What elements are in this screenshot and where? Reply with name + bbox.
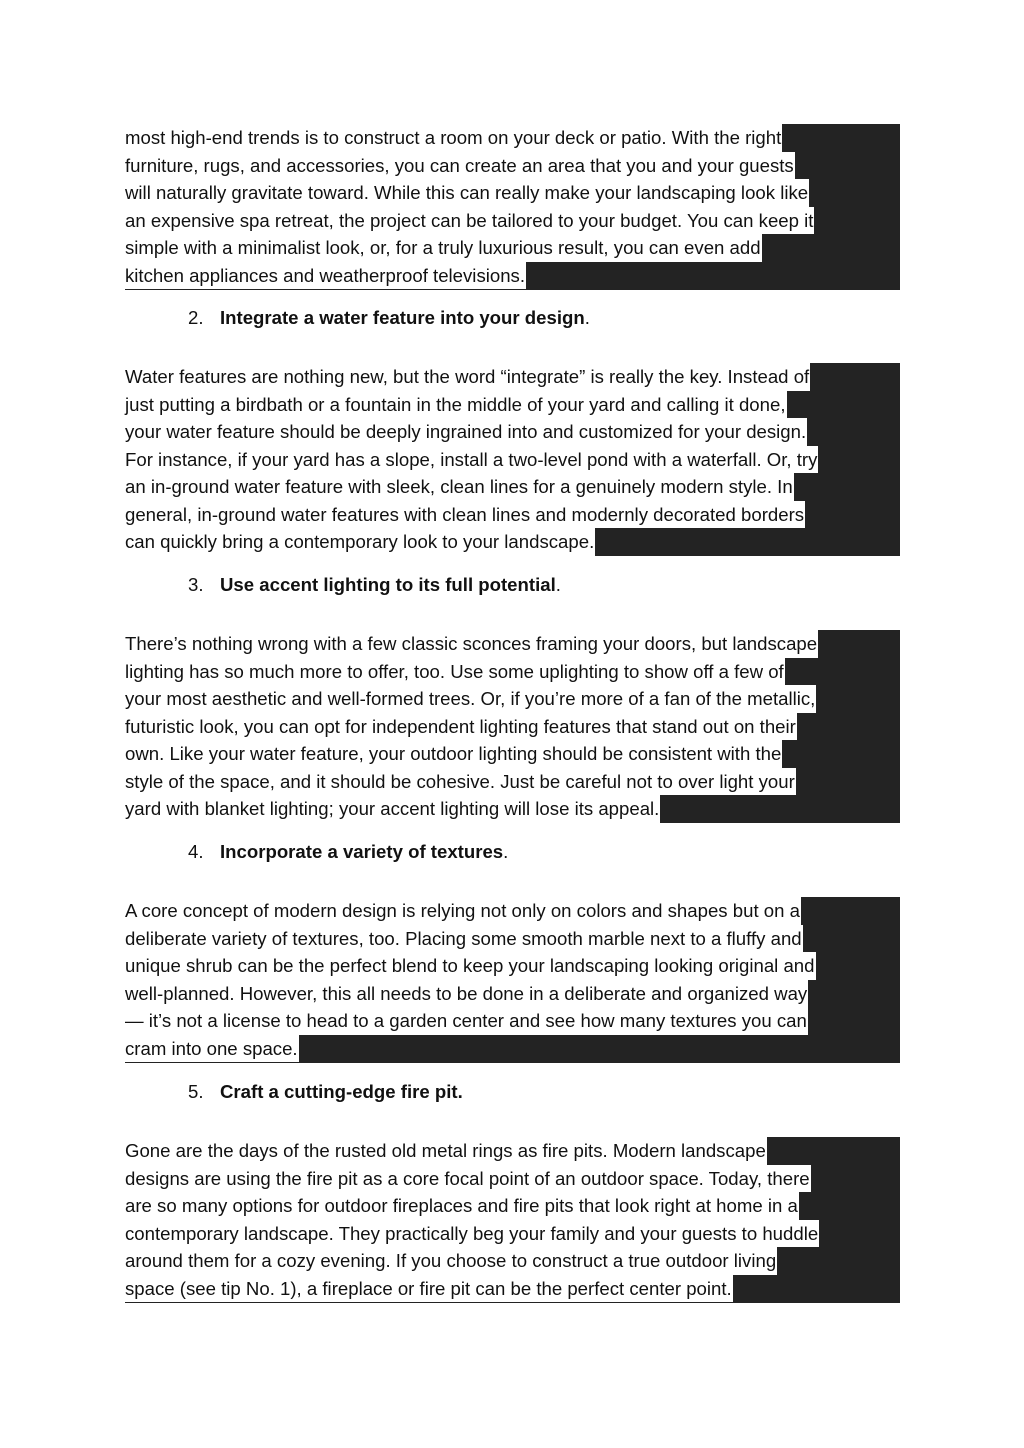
paragraph-block-intro: [125, 124, 900, 290]
paragraph-line: kitchen appliances and weatherproof televisions.: [125, 262, 526, 290]
paragraph-line: around them for a cozy evening. If you choose to construct a true outdoor living: [125, 1247, 777, 1275]
paragraph-line: deliberate variety of textures, too. Placing some smooth marble next to a fluffy and: [125, 925, 803, 953]
paragraph-line: yard with blanket lighting; your accent lighting will lose its appeal.: [125, 795, 660, 823]
heading-title: Integrate a water feature into your design: [220, 307, 585, 328]
section-heading-3: [188, 573, 561, 597]
paragraph-line: futuristic look, you can opt for independent lighting features that stand out on their: [125, 713, 797, 741]
paragraph-line: style of the space, and it should be cohesive. Just be careful not to over light your: [125, 768, 796, 796]
heading-suffix: .: [584, 307, 590, 328]
paragraph-line: an expensive spa retreat, the project can be tailored to your budget. You can keep it: [125, 207, 814, 235]
list-number: 3.: [188, 574, 204, 595]
heading-title: Use accent lighting to its full potential: [220, 574, 556, 595]
paragraph-block-tip2: [125, 363, 900, 556]
heading-suffix: .: [555, 574, 561, 595]
list-number: 5.: [188, 1081, 204, 1102]
paragraph-line: furniture, rugs, and accessories, you can create an area that you and your guests: [125, 152, 795, 180]
paragraph-line: will naturally gravitate toward. While this can really make your landscaping look like: [125, 179, 809, 207]
paragraph-line: space (see tip No. 1), a fireplace or fire pit can be the perfect center point.: [125, 1275, 733, 1303]
heading-title: Incorporate a variety of textures: [220, 841, 504, 862]
section-heading-5: [188, 1080, 463, 1104]
paragraph-line: There’s nothing wrong with a few classic sconces framing your doors, but landscape: [125, 630, 818, 658]
heading-suffix: .: [503, 841, 509, 862]
paragraph-block-tip5: [125, 1137, 900, 1303]
section-heading-4: [188, 840, 508, 864]
list-number: 4.: [188, 841, 204, 862]
section-heading-2: [188, 306, 590, 330]
heading-title: Craft a cutting-edge fire pit.: [220, 1081, 463, 1102]
paragraph-line: your water feature should be deeply ingrained into and customized for your design.: [125, 418, 807, 446]
paragraph-line: an in-ground water feature with sleek, clean lines for a genuinely modern style. In: [125, 473, 794, 501]
paragraph-line: contemporary landscape. They practically beg your family and your guests to huddle: [125, 1220, 819, 1248]
paragraph-block-tip3: [125, 630, 900, 823]
paragraph-line: simple with a minimalist look, or, for a truly luxurious result, you can even add: [125, 234, 762, 262]
paragraph-line: — it’s not a license to head to a garden center and see how many textures you can: [125, 1007, 808, 1035]
paragraph-line: cram into one space.: [125, 1035, 299, 1063]
paragraph-line: your most aesthetic and well-formed trees. Or, if you’re more of a fan of the metallic,: [125, 685, 816, 713]
paragraph-line: Gone are the days of the rusted old metal rings as fire pits. Modern landscape: [125, 1137, 767, 1165]
paragraph-line: designs are using the fire pit as a core focal point of an outdoor space. Today, there: [125, 1165, 811, 1193]
paragraph-line: most high-end trends is to construct a room on your deck or patio. With the right: [125, 124, 782, 152]
paragraph-line: unique shrub can be the perfect blend to keep your landscaping looking original and: [125, 952, 816, 980]
paragraph-line: lighting has so much more to offer, too. Use some uplighting to show off a few of: [125, 658, 785, 686]
paragraph-line: well-planned. However, this all needs to be done in a deliberate and organized way: [125, 980, 808, 1008]
paragraph-line: just putting a birdbath or a fountain in the middle of your yard and calling it done,: [125, 391, 787, 419]
paragraph-line: A core concept of modern design is relying not only on colors and shapes but on a: [125, 897, 801, 925]
paragraph-line: can quickly bring a contemporary look to your landscape.: [125, 528, 595, 556]
paragraph-line: Water features are nothing new, but the word “integrate” is really the key. Instead of: [125, 363, 810, 391]
paragraph-line: For instance, if your yard has a slope, install a two-level pond with a waterfall. Or, try: [125, 446, 818, 474]
list-number: 2.: [188, 307, 204, 328]
paragraph-line: own. Like your water feature, your outdoor lighting should be consistent with the: [125, 740, 782, 768]
paragraph-block-tip4: [125, 897, 900, 1063]
paragraph-line: are so many options for outdoor fireplaces and fire pits that look right at home in a: [125, 1192, 799, 1220]
paragraph-line: general, in-ground water features with clean lines and modernly decorated borders: [125, 501, 805, 529]
